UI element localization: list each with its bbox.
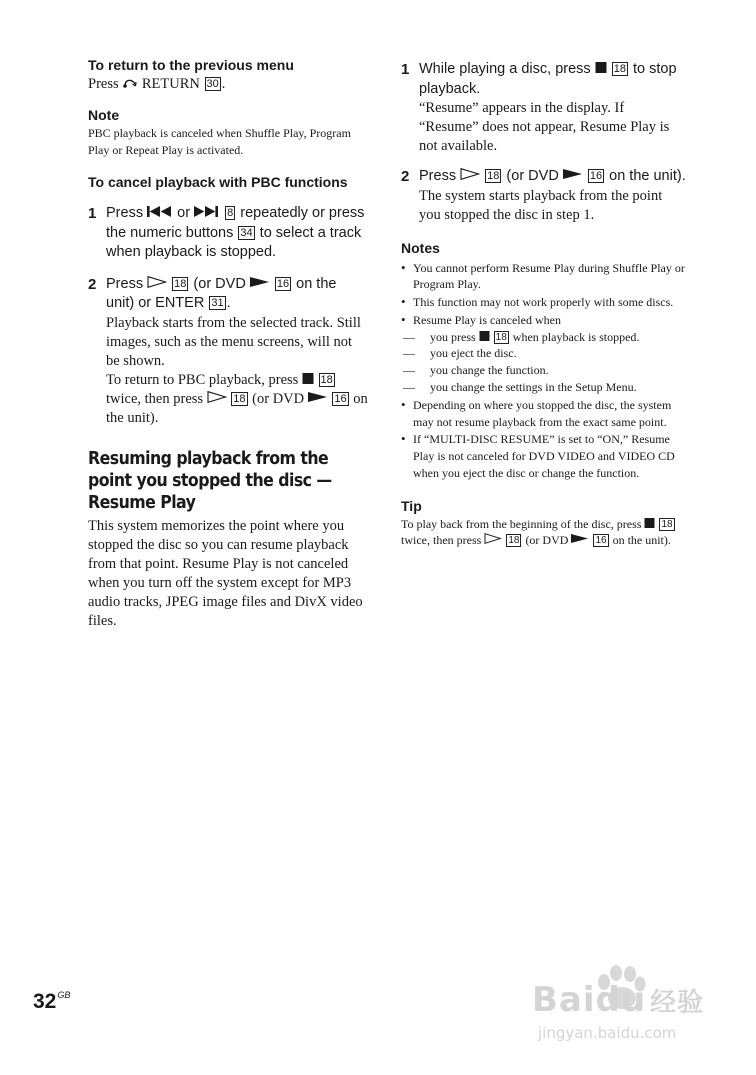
ref-box: 8 [227, 207, 234, 219]
return-arrow-icon [122, 77, 138, 88]
ref-box: 16 [595, 535, 607, 547]
stop-square-icon [644, 518, 655, 528]
left-column [88, 56, 368, 631]
resume-step-1 [401, 60, 686, 156]
ref-box: 18 [495, 331, 507, 343]
list-item: — you change the function. [401, 362, 686, 379]
step-description: Playback starts from the selected track. Still images, such as the menu screens, will not be shown. [106, 314, 361, 369]
section-title: Resuming playback from the point you stopped the disc — Resume Play [88, 448, 332, 513]
watermark-url: jingyan.baidu.com [538, 1024, 677, 1042]
play-filled-icon [308, 391, 328, 403]
page-number: $32^{GB}$ [33, 990, 71, 1013]
step-description: To return to PBC playback, press 18 twice, then press 18 (or DVD 16 on the unit). [106, 371, 368, 426]
tip-text: To play back from the beginning of the disc, press 18 twice, then press 18 (or DVD 16 on the unit). [401, 516, 673, 548]
play-filled-icon [571, 533, 589, 544]
play-outline-icon [207, 391, 227, 403]
section-body: This system memorizes the point where you stopped the disc so you can resume playback from that point. Resume Play is not canceled when you turn off the system except for MP3 audio tracks, JPEG image files and DivX video files. [88, 517, 363, 629]
play-filled-icon [563, 168, 583, 180]
return-heading: To return to the previous menu [88, 57, 294, 73]
ref-box: 16 [334, 392, 347, 405]
ref-box: 18 [174, 277, 187, 290]
next-track-icon [194, 206, 220, 217]
step-instruction: Press 18 (or DVD 16 on the unit). [419, 168, 686, 184]
watermark-brand: Baidu [532, 980, 647, 1020]
tip-heading: Tip [401, 497, 422, 514]
list-item: — you press 18 when playback is stopped. [401, 329, 686, 346]
step-number: 1 [88, 205, 97, 222]
watermark-brand-cn: 经验 [650, 988, 705, 1018]
play-outline-icon [460, 168, 480, 180]
ref-box: 18 [487, 170, 500, 182]
list-item: — you change the settings in the Setup Menu. [401, 379, 686, 396]
notes-list [401, 260, 686, 482]
cancel-pbc-heading: To cancel playback with PBC functions [88, 174, 348, 190]
list-item: • Depending on where you stopped the disc, the system may not resume playback from the exact same point. [401, 397, 686, 431]
list-item: — you eject the disc. [401, 345, 686, 362]
step-number: 2 [88, 275, 97, 293]
play-outline-icon [147, 276, 167, 288]
ref-box: 18 [320, 373, 333, 386]
step-instruction: Press or 8 repeatedly or press the numeric buttons 34 to select a track when playback is stopped. [106, 205, 365, 260]
sub-list [413, 329, 686, 396]
ref-box: 16 [589, 170, 603, 182]
list-item: • This function may not work properly with some discs. [401, 294, 686, 311]
list-item: • You cannot perform Resume Play during Shuffle Play or Program Play. [401, 260, 686, 294]
ref-box: 34 [240, 226, 253, 239]
ref-box: 18 [661, 518, 673, 530]
previous-track-icon [147, 206, 173, 217]
baidu-watermark [532, 962, 722, 1054]
ref-box: 30 [206, 78, 219, 90]
cancel-step-1 [88, 204, 368, 263]
step-number: 2 [401, 168, 410, 185]
ref-box: 16 [276, 277, 290, 290]
stop-square-icon [479, 331, 490, 341]
stop-square-icon [302, 373, 314, 384]
play-outline-icon [484, 533, 502, 544]
step-description: The system starts playback from the point you stopped the disc in step 1. [419, 187, 663, 223]
cancel-step-2 [88, 275, 368, 428]
stop-square-icon [595, 62, 607, 73]
ref-box: 31 [211, 297, 224, 309]
step-description: “Resume” appears in the display. If “Resume” does not appear, Resume Play is not available. [419, 100, 670, 154]
step-number: 1 [401, 61, 410, 78]
ref-box: 18 [508, 535, 520, 547]
return-line: Press RETURN 30 . [88, 76, 226, 92]
right-column [401, 60, 686, 549]
notes-heading: Notes [401, 239, 440, 256]
ref-box: 18 [233, 392, 246, 405]
step-instruction: While playing a disc, press 18 to stop playback. [419, 61, 677, 97]
ref-box: 18 [613, 63, 626, 75]
play-filled-icon [250, 276, 270, 288]
step-instruction: Press 18 (or DVD 16 on the unit) or ENTER 31 . [106, 275, 337, 311]
note-heading: Note [88, 107, 120, 123]
resume-step-2 [401, 167, 686, 225]
list-item: • Resume Play is canceled when — you press 18 when playback is stopped. — you eject the disc. — you change the function. — you change the settings in the Setup Menu. [401, 312, 686, 396]
list-item: • If “MULTI-DISC RESUME” is set to “ON,” Resume Play is not canceled for DVD VIDEO and VIDEO CD when you eject the disc or change the function. [401, 431, 686, 481]
note-text: PBC playback is canceled when Shuffle Play, Program Play or Repeat Play is activated. [88, 126, 351, 157]
